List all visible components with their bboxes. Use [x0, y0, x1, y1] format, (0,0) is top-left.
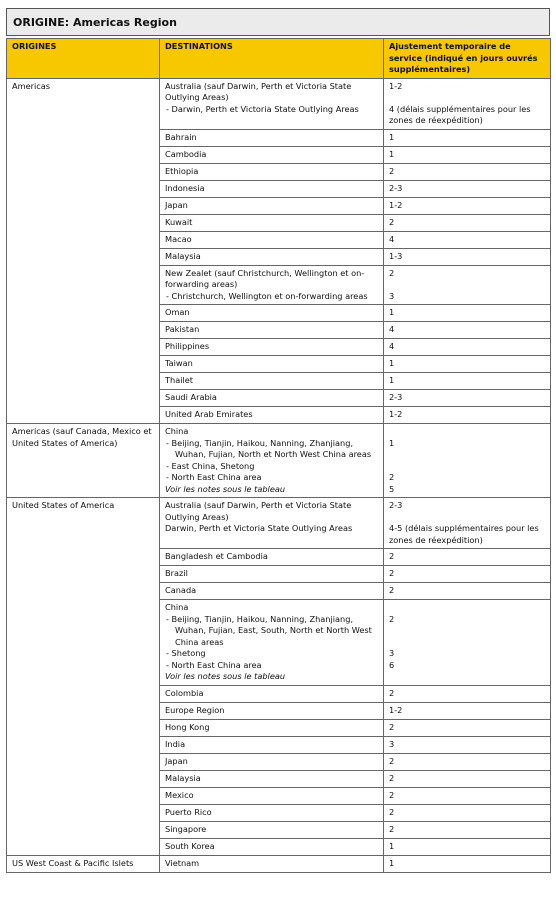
destination-cell — [160, 356, 384, 373]
adjustment-cell — [384, 231, 551, 248]
adjustment-value: 2-3 — [389, 392, 403, 402]
destination-cell — [160, 322, 384, 339]
adjustment-value: 2 — [389, 472, 395, 482]
adjustment-value: 3 — [389, 648, 395, 658]
destination-text: - North East China area — [166, 659, 262, 670]
adjustment-value: 1 — [389, 131, 395, 142]
destination-cell — [160, 197, 384, 214]
adjustment-value: 2-3 — [389, 182, 403, 193]
adjustment-cell — [384, 702, 551, 719]
adjustment-value: 2 — [389, 551, 395, 561]
table-row — [7, 855, 551, 872]
table-body — [7, 78, 551, 872]
destination-cell — [160, 305, 384, 322]
destination-text: - Beijing, Tianjin, Haikou, Nanning, Zhanjiang, Wuhan, Fujian, East, South, North et North West China areas — [166, 613, 372, 647]
destination-cell — [160, 339, 384, 356]
adjustment-value: 1 — [389, 840, 395, 851]
destination-text: Colombia — [165, 687, 204, 698]
destination-cell — [160, 390, 384, 407]
destination-text: United Arab Emirates — [165, 409, 253, 419]
destination-cell — [160, 855, 384, 872]
destination-cell — [160, 702, 384, 719]
adjustment-cell — [384, 787, 551, 804]
destination-text: Malaysia — [165, 772, 201, 783]
service-adjustment-table — [6, 38, 551, 873]
destination-text: Pakistan — [165, 324, 200, 334]
destination-text: Saudi Arabia — [165, 392, 217, 402]
adjustment-value: 2 — [389, 721, 395, 732]
adjustment-value: 2 — [389, 216, 395, 227]
adjustment-cell — [384, 498, 551, 549]
adjustment-cell — [384, 322, 551, 339]
adjustment-cell — [384, 214, 551, 231]
destination-text: Hong Kong — [165, 721, 210, 732]
destination-cell — [160, 770, 384, 787]
spacer — [389, 512, 545, 524]
adjustment-value: 1-2 — [389, 199, 403, 210]
destination-cell — [160, 821, 384, 838]
adjustment-cell — [384, 770, 551, 787]
destination-text: - North East China area — [166, 472, 262, 482]
adjustment-cell — [384, 719, 551, 736]
destination-text: - Christchurch, Wellington et on-forwarding areas — [166, 290, 368, 301]
adjustment-cell — [384, 753, 551, 770]
adjustment-value: 2 — [389, 165, 395, 176]
adjustment-value: 2 — [389, 772, 395, 783]
adjustment-value: 4 — [389, 233, 395, 244]
adjustment-value: 1-2 — [389, 80, 403, 91]
destination-text: Philippines — [165, 341, 210, 351]
destination-text: China — [165, 602, 189, 612]
adjustment-value: 1 — [389, 358, 395, 368]
destination-cell — [160, 78, 384, 129]
service-adjustment-document — [6, 8, 550, 873]
destination-cell — [160, 583, 384, 600]
adjustment-value: 2 — [389, 613, 395, 624]
destination-text: Puerto Rico — [165, 806, 212, 817]
adjustment-cell — [384, 339, 551, 356]
adjustment-value: 2 — [389, 568, 395, 578]
header-destinations: DESTINATIONS — [160, 39, 384, 79]
header-origines: ORIGINES — [7, 39, 160, 79]
destination-text: Malaysia — [165, 250, 201, 261]
adjustment-value: 2 — [389, 267, 395, 278]
destination-text: Oman — [165, 307, 190, 317]
origin-cell: Americas (sauf Canada, Mexico et United States of America) — [7, 424, 160, 498]
destination-cell — [160, 838, 384, 855]
destination-cell — [160, 787, 384, 804]
destination-text: Australia (sauf Darwin, Perth et Victoria State Outlying Areas) — [165, 80, 352, 102]
spacer — [389, 637, 545, 649]
adjustment-cell — [384, 390, 551, 407]
table-row — [7, 498, 551, 549]
spacer — [389, 426, 545, 438]
adjustment-value: 1 — [389, 857, 395, 868]
destination-text: Thailet — [165, 375, 194, 385]
destination-cell — [160, 214, 384, 231]
destination-text: Brazil — [165, 568, 188, 578]
origin-cell: Americas — [7, 78, 160, 424]
destination-cell — [160, 424, 384, 498]
table-header-row — [7, 39, 551, 79]
destination-text: Vietnam — [165, 857, 200, 868]
adjustment-cell — [384, 600, 551, 686]
destination-text: South Korea — [165, 840, 215, 851]
adjustment-cell — [384, 736, 551, 753]
destination-text: Cambodia — [165, 148, 207, 159]
adjustment-value: 2 — [389, 823, 395, 834]
destination-text: China — [165, 426, 189, 436]
adjustment-cell — [384, 129, 551, 146]
adjustment-cell — [384, 855, 551, 872]
origin-cell: United States of America — [7, 498, 160, 856]
adjustment-value: 1 — [389, 307, 395, 317]
destination-cell — [160, 498, 384, 549]
adjustment-cell — [384, 356, 551, 373]
adjustment-cell — [384, 78, 551, 129]
page-title: ORIGINE: Americas Region — [6, 8, 550, 36]
destination-text: Bangladesh et Cambodia — [165, 551, 268, 561]
table-row — [7, 424, 551, 498]
adjustment-cell — [384, 197, 551, 214]
adjustment-value: 4 — [389, 341, 395, 351]
adjustment-cell — [384, 373, 551, 390]
adjustment-value: 1-3 — [389, 250, 403, 261]
destination-text: Bahrain — [165, 131, 197, 142]
adjustment-cell — [384, 248, 551, 265]
destination-text: Singapore — [165, 823, 207, 834]
adjustment-value: 1-2 — [389, 704, 403, 715]
adjustment-cell — [384, 583, 551, 600]
destination-text: Macao — [165, 233, 192, 244]
adjustment-cell — [384, 305, 551, 322]
destination-text: Ethiopia — [165, 165, 199, 176]
destination-text: New Zealet (sauf Christchurch, Wellington et on-forwarding areas) — [165, 267, 365, 289]
adjustment-value: 1 — [389, 437, 395, 448]
destination-cell — [160, 736, 384, 753]
destination-text: - Beijing, Tianjin, Haikou, Nanning, Zhanjiang, Wuhan, Fujian, North et North West China areas — [166, 437, 372, 459]
spacer — [389, 279, 545, 291]
destination-text: - Darwin, Perth et Victoria State Outlying Areas — [166, 103, 359, 114]
adjustment-cell — [384, 685, 551, 702]
destination-cell — [160, 549, 384, 566]
destination-cell — [160, 231, 384, 248]
destination-cell — [160, 685, 384, 702]
destination-text: Japan — [165, 199, 188, 210]
destination-cell — [160, 407, 384, 424]
spacer — [389, 625, 545, 637]
adjustment-value: 2-3 — [389, 500, 403, 510]
destination-cell — [160, 180, 384, 197]
adjustment-cell — [384, 804, 551, 821]
adjustment-cell — [384, 549, 551, 566]
destination-text: Japan — [165, 755, 188, 766]
adjustment-cell — [384, 163, 551, 180]
adjustment-value: 3 — [389, 738, 395, 749]
destination-cell — [160, 248, 384, 265]
adjustment-cell — [384, 566, 551, 583]
destination-text: Kuwait — [165, 216, 193, 227]
destination-text: Europe Region — [165, 704, 225, 715]
header-adjustment: Ajustement temporaire de service (indiqué en jours ouvrés supplémentaires) — [384, 39, 551, 79]
adjustment-value: 4-5 (délais supplémentaires pour les zones de réexpédition) — [389, 523, 539, 545]
table-note: Voir les notes sous le tableau — [165, 671, 286, 681]
adjustment-cell — [384, 407, 551, 424]
destination-cell — [160, 753, 384, 770]
destination-text: - Shetong — [166, 648, 206, 658]
table-note: Voir les notes sous le tableau — [165, 483, 286, 494]
adjustment-cell — [384, 180, 551, 197]
adjustment-cell — [384, 424, 551, 498]
adjustment-cell — [384, 146, 551, 163]
origin-cell: US West Coast & Pacific Islets — [7, 855, 160, 872]
adjustment-value: 3 — [389, 290, 395, 301]
adjustment-value: 2 — [389, 789, 395, 800]
adjustment-value: 4 — [389, 324, 395, 334]
adjustment-cell — [384, 821, 551, 838]
destination-text: India — [165, 738, 186, 749]
spacer — [389, 602, 545, 614]
destination-text: Darwin, Perth et Victoria State Outlying Areas — [165, 523, 353, 533]
destination-text: Indonesia — [165, 182, 205, 193]
destination-cell — [160, 163, 384, 180]
destination-text: Australia (sauf Darwin, Perth et Victoria State Outlying Areas) — [165, 500, 352, 522]
destination-text: Canada — [165, 585, 197, 595]
destination-cell — [160, 129, 384, 146]
adjustment-value: 2 — [389, 755, 395, 766]
spacer — [389, 461, 545, 473]
table-row — [7, 78, 551, 129]
adjustment-value: 2 — [389, 687, 395, 698]
adjustment-value: 5 — [389, 483, 395, 494]
adjustment-value: 1-2 — [389, 409, 403, 419]
adjustment-value: 1 — [389, 148, 395, 159]
destination-cell — [160, 265, 384, 305]
adjustment-value: 6 — [389, 659, 395, 670]
destination-text: Taiwan — [165, 358, 193, 368]
spacer — [389, 92, 545, 104]
adjustment-value: 1 — [389, 375, 395, 385]
destination-cell — [160, 600, 384, 686]
destination-cell — [160, 719, 384, 736]
destination-cell — [160, 804, 384, 821]
destination-text: Mexico — [165, 789, 194, 800]
destination-text: - East China, Shetong — [166, 460, 255, 471]
destination-cell — [160, 146, 384, 163]
adjustment-cell — [384, 838, 551, 855]
adjustment-value: 2 — [389, 806, 395, 817]
adjustment-value: 4 (délais supplémentaires pour les zones de réexpédition) — [389, 103, 531, 125]
destination-cell — [160, 373, 384, 390]
adjustment-value: 2 — [389, 585, 395, 595]
adjustment-cell — [384, 265, 551, 305]
destination-cell — [160, 566, 384, 583]
spacer — [389, 449, 545, 461]
